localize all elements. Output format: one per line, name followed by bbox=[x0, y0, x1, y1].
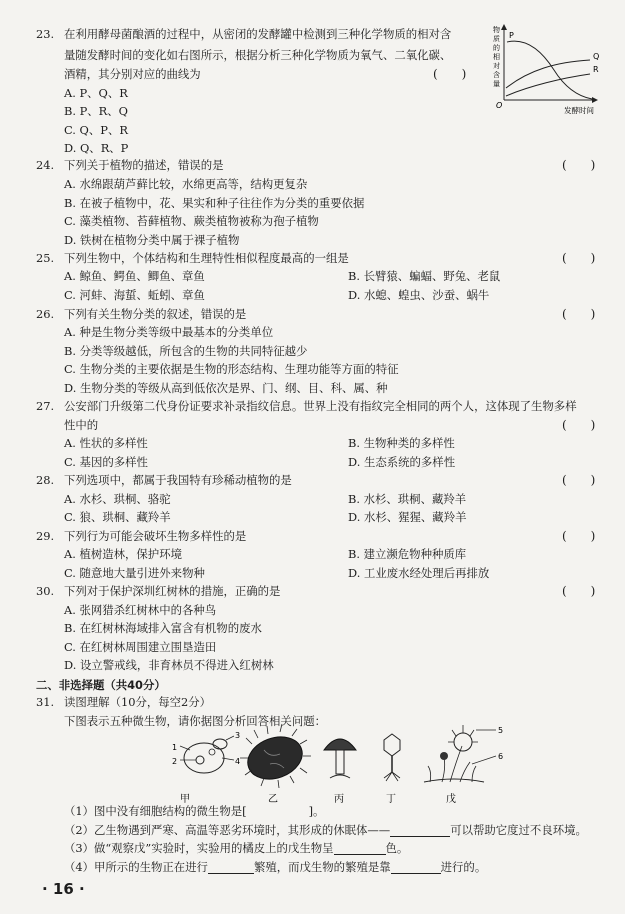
q29-option-b: B. 建立濒危物种种质库 bbox=[348, 547, 467, 561]
q24-option-a: A. 水绵跟葫芦藓比较，水绵更高等，结构更复杂 bbox=[64, 177, 308, 191]
microbe-label-wu: 戊 bbox=[446, 794, 456, 804]
microbe-label-ding: 丁 bbox=[386, 794, 396, 804]
q28-option-d: D. 水杉、猩猩、藏羚羊 bbox=[348, 510, 467, 524]
microbe-wu bbox=[424, 725, 503, 782]
q26-option-d: D. 生物分类的等级从高到低依次是界、门、纲、目、科、属、种 bbox=[64, 381, 388, 395]
q26-option-b: B. 分类等级越低，所包含的生物的共同特征越少 bbox=[64, 344, 308, 358]
q28-answer-paren: ( ) bbox=[562, 473, 596, 487]
q29-option-c: C. 随意地大量引进外来物种 bbox=[64, 566, 205, 580]
q23-curve-r bbox=[506, 74, 590, 96]
svg-text:2: 2 bbox=[172, 757, 178, 766]
q31-blank-2[interactable] bbox=[390, 836, 450, 837]
q23-option-b: B. P、R、Q bbox=[64, 104, 128, 118]
q31-blank-3[interactable] bbox=[334, 854, 386, 855]
microbe-jia bbox=[172, 731, 240, 773]
microbe-label-bing: 丙 bbox=[334, 794, 344, 804]
q27-option-a: A. 性状的多样性 bbox=[64, 436, 148, 450]
q23-curve-label-q: Q bbox=[593, 52, 600, 61]
microbe-label-yi: 乙 bbox=[268, 794, 278, 804]
q30-option-c: C. 在红树林周围建立围垦造田 bbox=[64, 640, 217, 654]
svg-text:4: 4 bbox=[235, 757, 241, 766]
q23-curve-figure bbox=[484, 22, 614, 117]
q23-option-c: C. Q、P、R bbox=[64, 123, 128, 137]
q24-option-d: D. 铁树在植物分类中属于裸子植物 bbox=[64, 233, 240, 247]
q23-curve-label-r: R bbox=[593, 65, 599, 74]
q31-sub3: （3）做“观察戊”实验时，实验用的橘皮上的戊生物呈 色。 bbox=[64, 841, 409, 855]
microbe-bing bbox=[324, 739, 356, 778]
q25-option-d: D. 水螅、蝗虫、沙蚕、蜗牛 bbox=[348, 288, 490, 302]
q29-option-d: D. 工业废水经处理后再排放 bbox=[348, 566, 490, 580]
q26-stem: 26. 下列有关生物分类的叙述，错误的是 bbox=[36, 307, 247, 321]
q23-xlabel: 发酵时间 bbox=[564, 106, 594, 115]
q25-answer-paren: ( ) bbox=[562, 251, 596, 265]
svg-text:6: 6 bbox=[498, 752, 504, 761]
q29-option-a: A. 植树造林，保护环境 bbox=[64, 547, 182, 561]
q23-line1: 23. 在利用酵母菌酿酒的过程中，从密闭的发酵罐中检测到三种化学物质的相对含 bbox=[36, 27, 452, 41]
q25-option-c: C. 河蚌、海蜇、蚯蚓、章鱼 bbox=[64, 288, 205, 302]
q31-sub1: （1）图中没有细胞结构的微生物是[ ]。 bbox=[64, 804, 325, 818]
q23-line2: 量随发酵时间的变化如右图所示，根据分析三种化学物质为氧气、二氧化碳、 bbox=[64, 48, 452, 62]
q23-answer-paren: ( ) bbox=[433, 67, 467, 81]
q31-title: 31. 读图理解（10分，每空2分） bbox=[36, 695, 212, 709]
q30-option-d: D. 设立警戒线，非育林员不得进入红树林 bbox=[64, 658, 274, 672]
section-heading: 二、非选择题（共40分） bbox=[36, 678, 166, 692]
q28-option-b: B. 水杉、珙桐、藏羚羊 bbox=[348, 492, 467, 506]
q25-stem: 25. 下列生物中，个体结构和生理特性相似程度最高的一组是 bbox=[36, 251, 349, 265]
q27-line1: 27. 公安部门升级第二代身份证要求补录指纹信息。世界上没有指纹完全相同的两个人，这体现了生物多样 bbox=[36, 399, 577, 413]
q26-option-c: C. 生物分类的主要依据是生物的形态结构、生理功能等方面的特征 bbox=[64, 362, 399, 376]
q30-option-a: A. 张网猎杀红树林中的各种鸟 bbox=[64, 603, 217, 617]
q23-ylabel: 物质的相对含量 bbox=[493, 26, 500, 88]
q24-option-c: C. 藻类植物、苔藓植物、蕨类植物被称为孢子植物 bbox=[64, 214, 319, 228]
q24-option-b: B. 在被子植物中，花、果实和种子往往作为分类的重要依据 bbox=[64, 196, 365, 210]
q29-answer-paren: ( ) bbox=[562, 529, 596, 543]
svg-text:3: 3 bbox=[235, 731, 241, 740]
q26-option-a: A. 种是生物分类等级中最基本的分类单位 bbox=[64, 325, 274, 339]
q31-microbe-figure bbox=[160, 722, 520, 804]
q26-answer-paren: ( ) bbox=[562, 307, 596, 321]
q31-intro: 下图表示五种微生物，请你据图分析回答相关问题： bbox=[64, 714, 326, 728]
q31-sub4: （4）甲所示的生物正在进行 繁殖，而戊生物的繁殖是靠 进行的。 bbox=[64, 860, 487, 874]
microbe-yi bbox=[240, 724, 311, 788]
q27-answer-paren: ( ) bbox=[562, 418, 596, 432]
q23-line3: 酒精，其分别对应的曲线为 bbox=[64, 67, 201, 81]
q30-option-b: B. 在红树林海域排入富含有机物的废水 bbox=[64, 621, 262, 635]
q27-line2: 性中的 bbox=[64, 418, 99, 432]
q31-blank-4[interactable] bbox=[208, 873, 254, 874]
q27-option-b: B. 生物种类的多样性 bbox=[348, 436, 455, 450]
svg-text:1: 1 bbox=[172, 743, 178, 752]
q27-option-c: C. 基因的多样性 bbox=[64, 455, 148, 469]
page-number: · 16 · bbox=[42, 880, 85, 898]
q23-option-a: A. P、Q、R bbox=[64, 86, 128, 100]
q30-stem: 30. 下列对于保护深圳红树林的措施，正确的是 bbox=[36, 584, 281, 598]
q31-sub2: （2）乙生物遇到严寒、高温等恶劣环境时，其形成的休眠体—— 可以帮助它度过不良环境。 bbox=[64, 823, 587, 837]
q25-option-b: B. 长臂猿、蝙蝠、野兔、老鼠 bbox=[348, 269, 501, 283]
q28-stem: 28. 下列选项中，都属于我国特有珍稀动植物的是 bbox=[36, 473, 292, 487]
q23-curve-q bbox=[506, 60, 590, 88]
q24-stem: 24. 下列关于植物的描述，错误的是 bbox=[36, 158, 224, 172]
q23-origin: O bbox=[496, 101, 503, 110]
q30-answer-paren: ( ) bbox=[562, 584, 596, 598]
q28-option-a: A. 水杉、珙桐、骆驼 bbox=[64, 492, 171, 506]
q23-curve-label-p: P bbox=[509, 31, 514, 40]
q25-option-a: A. 鲸鱼、鳄鱼、鲫鱼、章鱼 bbox=[64, 269, 205, 283]
svg-text:5: 5 bbox=[498, 726, 504, 735]
q29-stem: 29. 下列行为可能会破坏生物多样性的是 bbox=[36, 529, 247, 543]
microbe-label-jia: 甲 bbox=[180, 794, 190, 804]
q31-blank-5[interactable] bbox=[391, 873, 441, 874]
microbe-ding bbox=[384, 734, 400, 781]
q27-option-d: D. 生态系统的多样性 bbox=[348, 455, 456, 469]
q28-option-c: C. 狼、珙桐、藏羚羊 bbox=[64, 510, 171, 524]
q24-answer-paren: ( ) bbox=[562, 158, 596, 172]
q23-option-d: D. Q、R、P bbox=[64, 141, 129, 155]
